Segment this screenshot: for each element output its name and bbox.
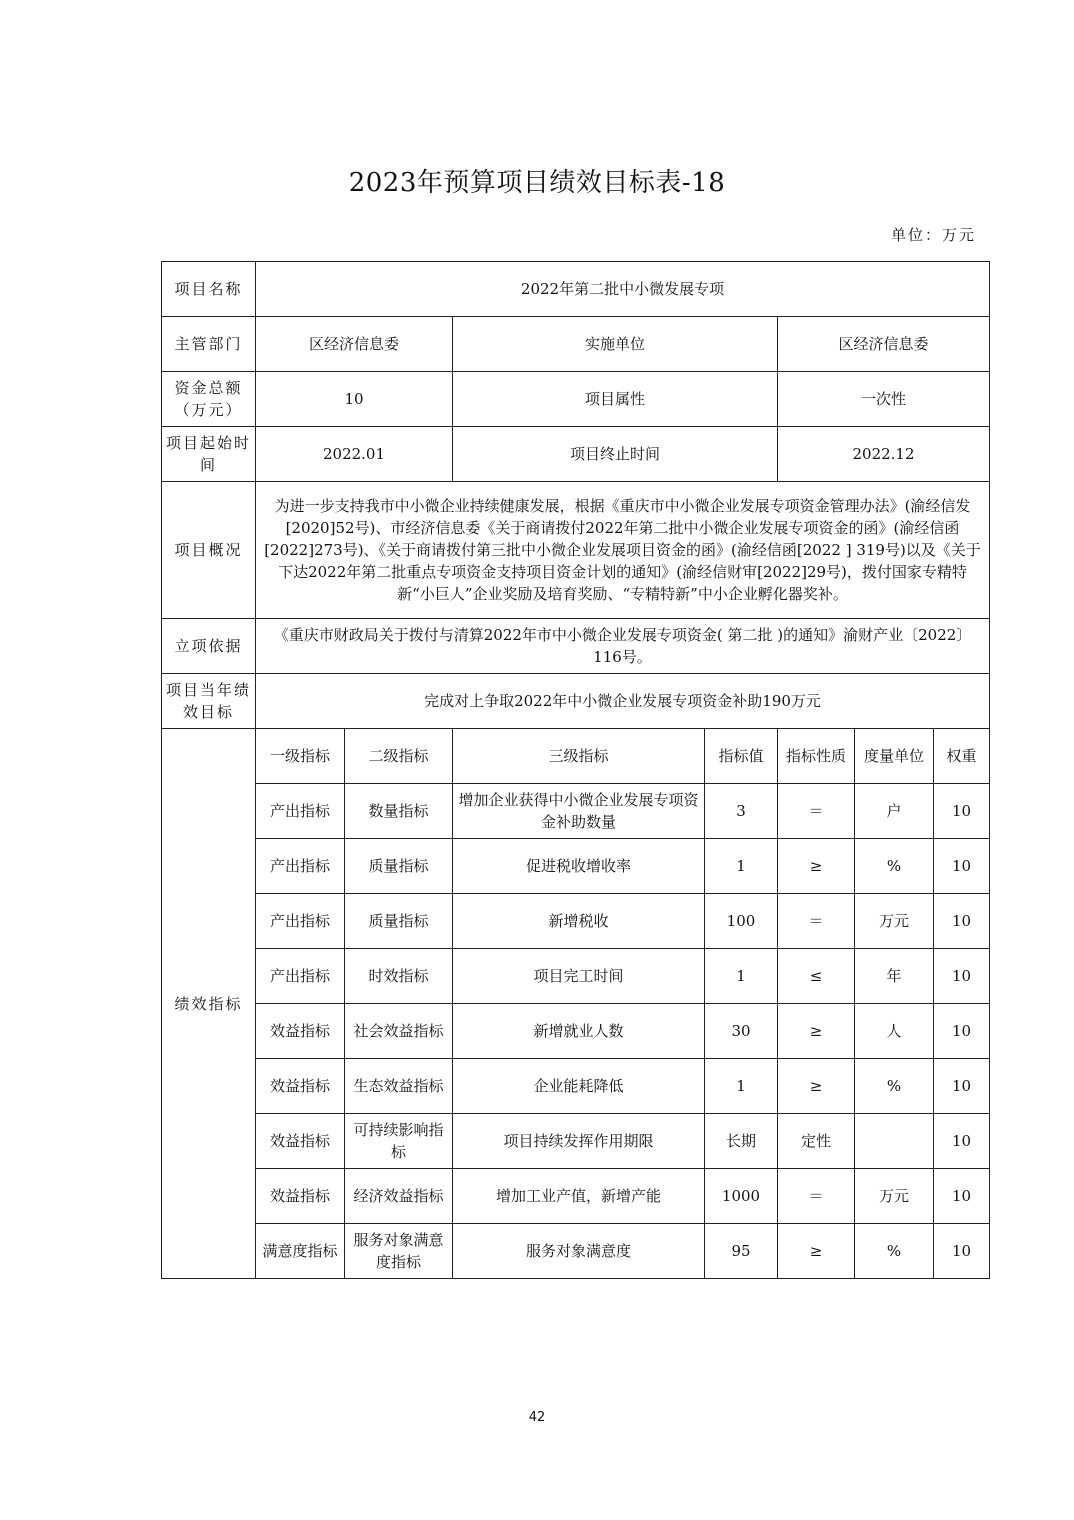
value-cell: 1000: [705, 1169, 778, 1224]
table-row: [162, 1224, 990, 1279]
impl-label: 实施单位: [453, 317, 778, 372]
level3-cell: 新增就业人数: [453, 1004, 705, 1059]
level1-cell: 效益指标: [256, 1114, 345, 1169]
goal-label: 项目当年绩效目标: [162, 674, 256, 729]
end-label: 项目终止时间: [453, 427, 778, 482]
start-value: 2022.01: [256, 427, 453, 482]
goal-text: 完成对上争取2022年中小微企业发展专项资金补助190万元: [256, 674, 990, 729]
basis-label: 立项依据: [162, 619, 256, 674]
unit-cell: [855, 1114, 934, 1169]
indicator-section-label: 绩效指标: [162, 729, 256, 1279]
weight-cell: 10: [934, 1004, 990, 1059]
nature-cell: ≤: [778, 949, 855, 1004]
unit-note: 单位：万元: [890, 226, 976, 244]
overview-label: 项目概况: [162, 482, 256, 619]
row-fund: [162, 372, 990, 427]
level1-cell: 效益指标: [256, 1169, 345, 1224]
dept-value: 区经济信息委: [256, 317, 453, 372]
level1-cell: 产出指标: [256, 784, 345, 839]
attr-label: 项目属性: [453, 372, 778, 427]
value-cell: 95: [705, 1224, 778, 1279]
header-value: 指标值: [705, 729, 778, 784]
dept-label: 主管部门: [162, 317, 256, 372]
value-cell: 1: [705, 839, 778, 894]
nature-cell: ＝: [778, 1169, 855, 1224]
indicator-header-row: [162, 729, 990, 784]
unit-cell: 人: [855, 1004, 934, 1059]
nature-cell: ≥: [778, 1224, 855, 1279]
unit-cell: %: [855, 1224, 934, 1279]
weight-cell: 10: [934, 784, 990, 839]
page-title: 2023年预算项目绩效目标表-18: [348, 168, 726, 198]
level3-cell: 项目完工时间: [453, 949, 705, 1004]
value-cell: 3: [705, 784, 778, 839]
fund-label: 资金总额（万元）: [162, 372, 256, 427]
level2-cell: 生态效益指标: [345, 1059, 453, 1114]
unit-cell: %: [855, 839, 934, 894]
row-time: [162, 427, 990, 482]
nature-cell: ≥: [778, 1059, 855, 1114]
level1-cell: 产出指标: [256, 949, 345, 1004]
row-goal: [162, 674, 990, 729]
level2-cell: 社会效益指标: [345, 1004, 453, 1059]
fund-value: 10: [256, 372, 453, 427]
level2-cell: 数量指标: [345, 784, 453, 839]
table-row: [162, 1059, 990, 1114]
value-cell: 1: [705, 949, 778, 1004]
header-level3: 三级指标: [453, 729, 705, 784]
level3-cell: 新增税收: [453, 894, 705, 949]
table-row: [162, 894, 990, 949]
weight-cell: 10: [934, 1224, 990, 1279]
nature-cell: ≥: [778, 839, 855, 894]
value-cell: 长期: [705, 1114, 778, 1169]
level2-cell: 质量指标: [345, 839, 453, 894]
table-row: [162, 1114, 990, 1169]
level1-cell: 产出指标: [256, 894, 345, 949]
value-cell: 30: [705, 1004, 778, 1059]
header-nature: 指标性质: [778, 729, 855, 784]
table-row: [162, 839, 990, 894]
table-row: [162, 1004, 990, 1059]
level3-cell: 增加企业获得中小微企业发展专项资金补助数量: [453, 784, 705, 839]
table-row: [162, 949, 990, 1004]
table-row: [162, 1169, 990, 1224]
unit-cell: 年: [855, 949, 934, 1004]
level3-cell: 增加工业产值，新增产能: [453, 1169, 705, 1224]
attr-value: 一次性: [778, 372, 990, 427]
row-department: [162, 317, 990, 372]
unit-cell: 户: [855, 784, 934, 839]
nature-cell: ＝: [778, 894, 855, 949]
value-cell: 1: [705, 1059, 778, 1114]
row-overview: [162, 482, 990, 619]
weight-cell: 10: [934, 1059, 990, 1114]
level2-cell: 时效指标: [345, 949, 453, 1004]
level1-cell: 效益指标: [256, 1059, 345, 1114]
header-unit: 度量单位: [855, 729, 934, 784]
weight-cell: 10: [934, 949, 990, 1004]
weight-cell: 10: [934, 839, 990, 894]
level2-cell: 服务对象满意度指标: [345, 1224, 453, 1279]
unit-cell: 万元: [855, 894, 934, 949]
weight-cell: 10: [934, 894, 990, 949]
level3-cell: 项目持续发挥作用期限: [453, 1114, 705, 1169]
level1-cell: 产出指标: [256, 839, 345, 894]
performance-target-table: [161, 261, 990, 1279]
impl-value: 区经济信息委: [778, 317, 990, 372]
header-weight: 权重: [934, 729, 990, 784]
nature-cell: ＝: [778, 784, 855, 839]
unit-cell: 万元: [855, 1169, 934, 1224]
level1-cell: 满意度指标: [256, 1224, 345, 1279]
value-cell: 100: [705, 894, 778, 949]
project-name-label: 项目名称: [162, 262, 256, 317]
level2-cell: 可持续影响指标: [345, 1114, 453, 1169]
row-basis: [162, 619, 990, 674]
level3-cell: 服务对象满意度: [453, 1224, 705, 1279]
page-number: 42: [528, 1410, 546, 1425]
level1-cell: 效益指标: [256, 1004, 345, 1059]
level2-cell: 质量指标: [345, 894, 453, 949]
header-level1: 一级指标: [256, 729, 345, 784]
level3-cell: 促进税收增收率: [453, 839, 705, 894]
overview-text: 为进一步支持我市中小微企业持续健康发展，根据《重庆市中小微企业发展专项资金管理办法》(渝经信发[2020]52号)、市经济信息委《关于商请拨付2022年第二批中小微企业发展专项资金的函》(渝经信函[2022]273号)、《关于商请拨付第三批中小微企业发展项目资金的函》(渝经信函[2022 ] 319号)以及《关于下达2022年第二批重点专项资金支持项目资金计划的通知》(渝经信财审[2022]29号)，拨付国家专精特新“小巨人”企业奖励及培育奖励、“专精特新”中小企业孵化器奖补。: [256, 482, 990, 619]
start-label: 项目起始时间: [162, 427, 256, 482]
level3-cell: 企业能耗降低: [453, 1059, 705, 1114]
weight-cell: 10: [934, 1114, 990, 1169]
nature-cell: ≥: [778, 1004, 855, 1059]
unit-cell: %: [855, 1059, 934, 1114]
row-project-name: [162, 262, 990, 317]
level2-cell: 经济效益指标: [345, 1169, 453, 1224]
weight-cell: 10: [934, 1169, 990, 1224]
nature-cell: 定性: [778, 1114, 855, 1169]
basis-text: 《重庆市财政局关于拨付与清算2022年市中小微企业发展专项资金( 第二批 )的通知》渝财产业〔2022〕116号。: [256, 619, 990, 674]
table-row: [162, 784, 990, 839]
project-name-value: 2022年第二批中小微发展专项: [256, 262, 990, 317]
end-value: 2022.12: [778, 427, 990, 482]
header-level2: 二级指标: [345, 729, 453, 784]
